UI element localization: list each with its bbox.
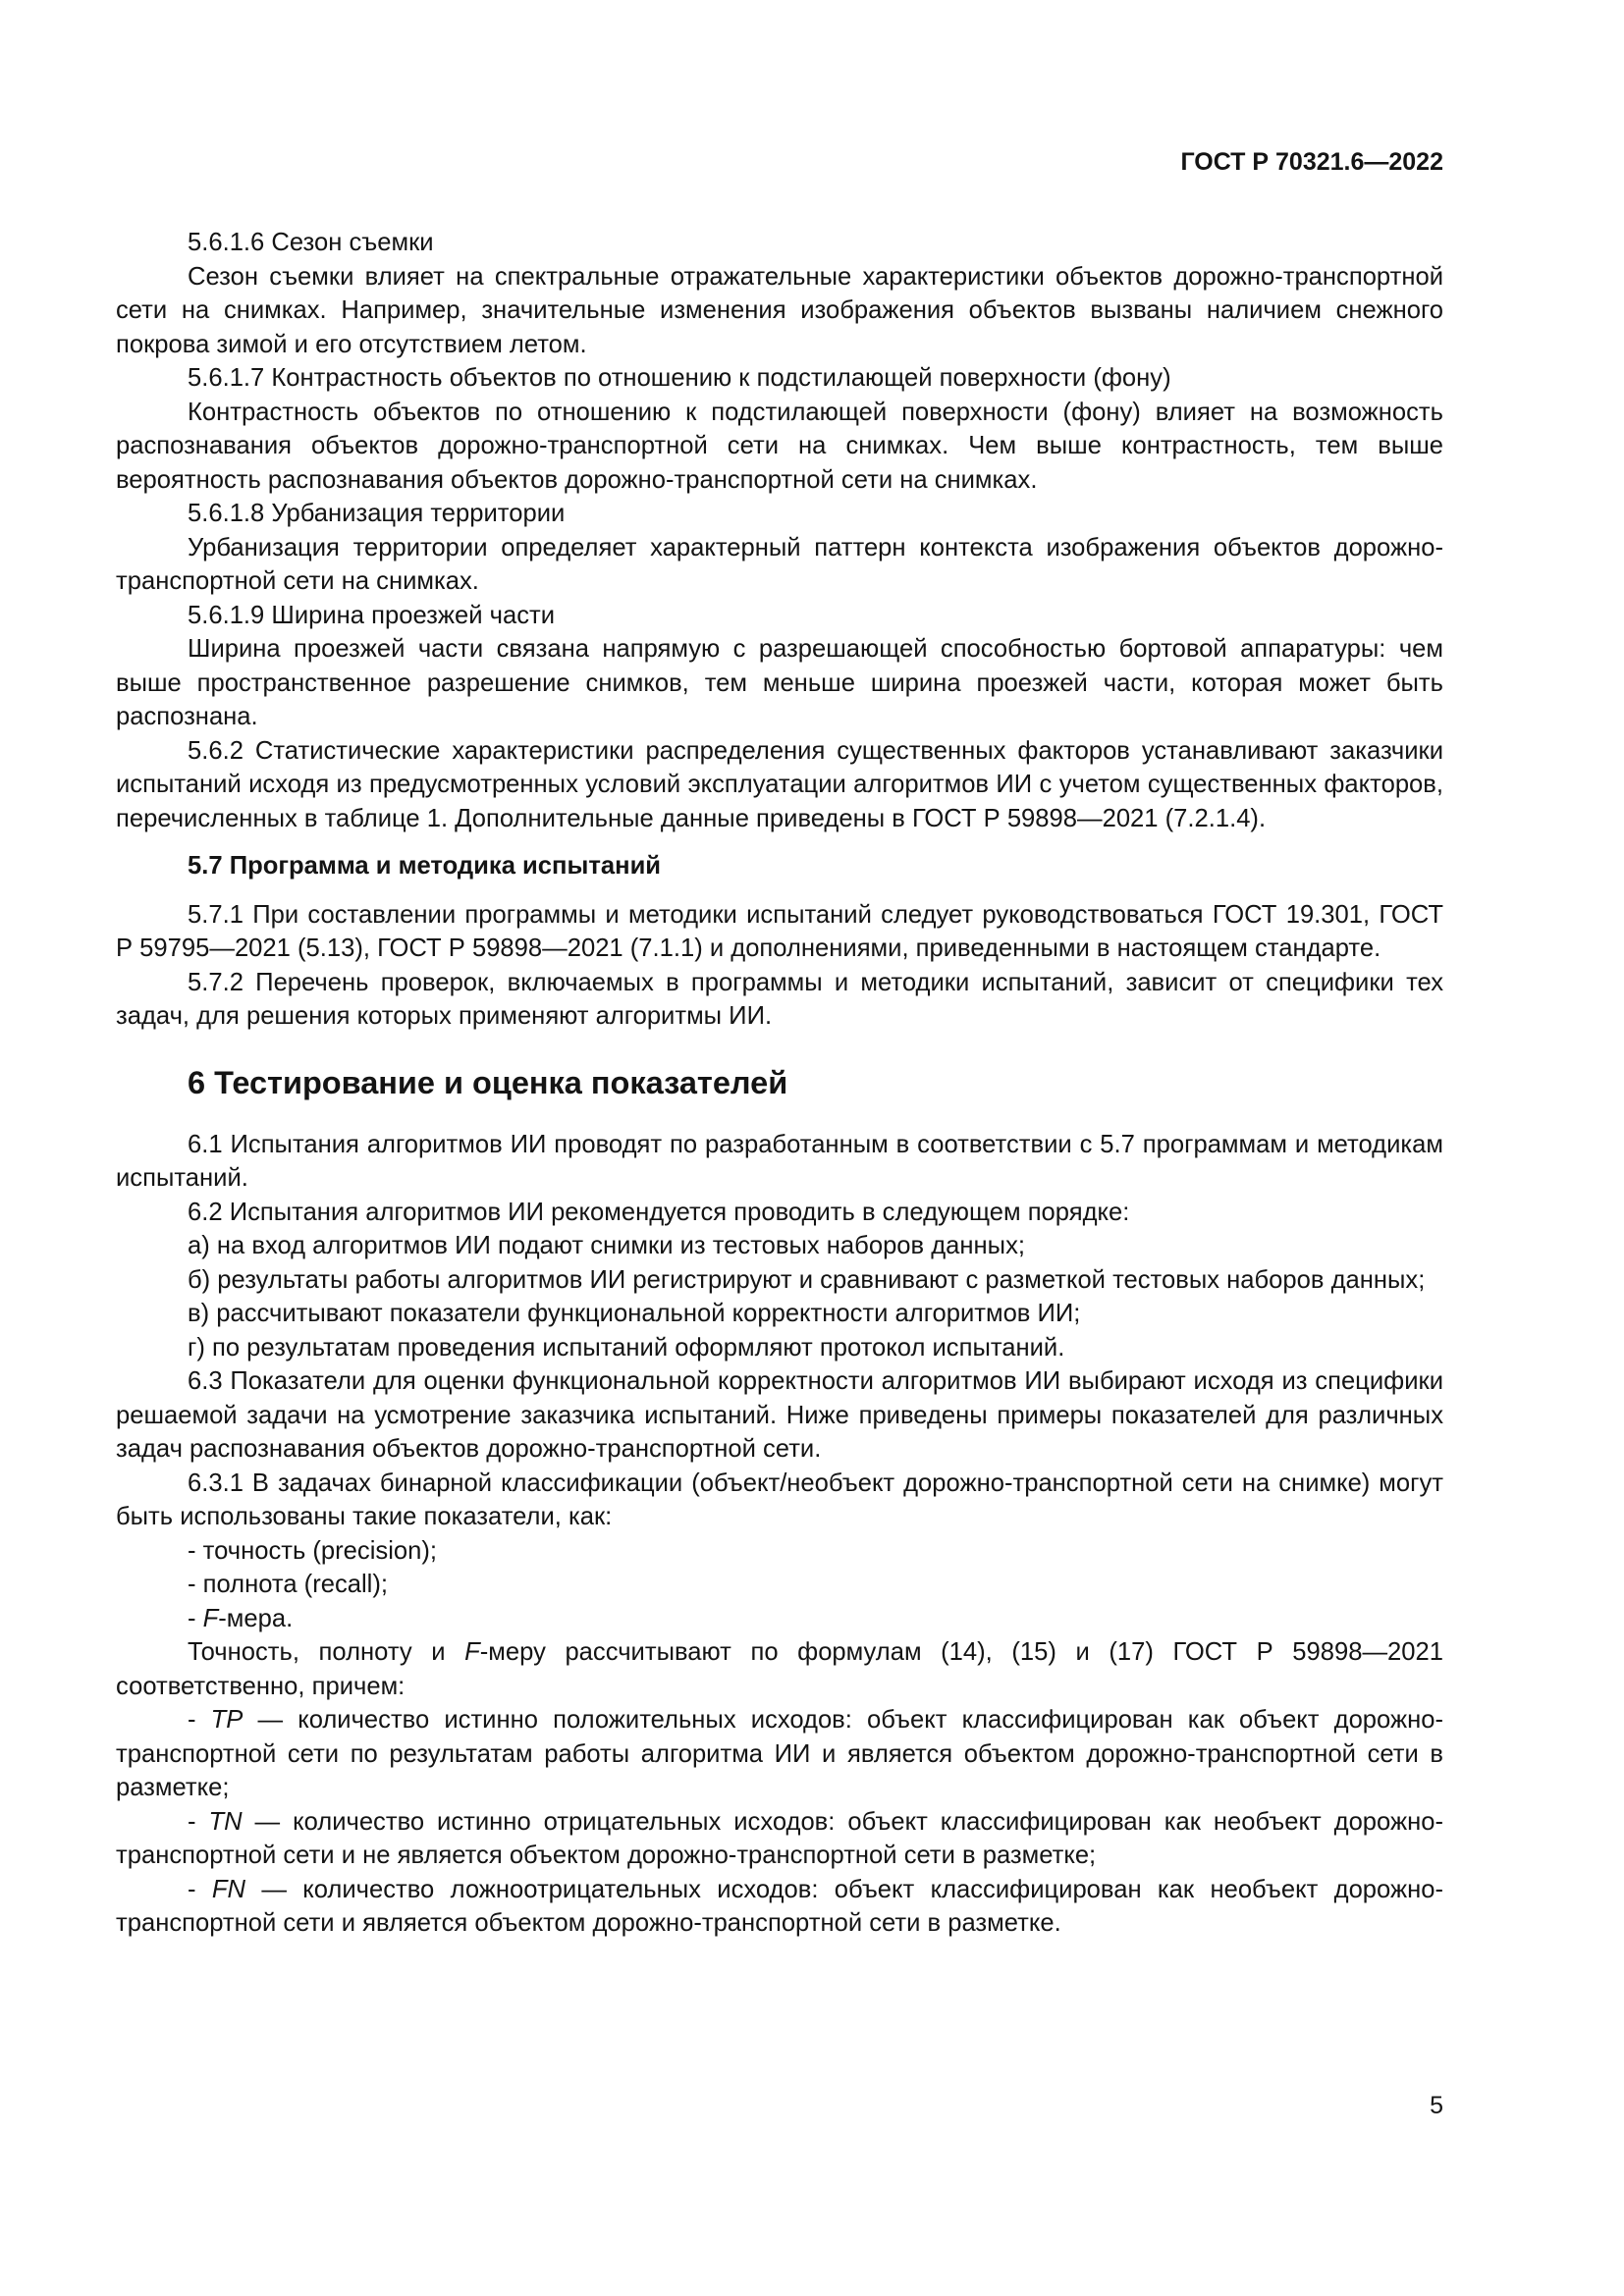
paragraph: 5.7.1 При составлении программы и методики испытаний следует руководствоваться ГОСТ 19.301, ГОСТ Р 59795—2021 (5.13), ГОСТ Р 59898—2021 (7.1.1) и дополнениями, приведенными в настоящем стандарте. <box>116 900 1443 962</box>
section-heading: 6 Тестирование и оценка показателей <box>188 1064 788 1100</box>
paragraph: 5.6.1.7 Контрастность объектов по отношению к подстилающей поверхности (фону) <box>188 364 1171 392</box>
list-item: - TN — количество истинно отрицательных исходов: объект классифицирован как необъект дорожно-транспортной сети и не является объектом дорожно-транспортной сети в разметке; <box>116 1807 1444 1869</box>
paragraph: Точность, полноту и F-меру рассчитывают по формулам (14), (15) и (17) ГОСТ Р 59898—2021 соответственно, причем: <box>116 1638 1443 1700</box>
paragraph: Сезон съемки влияет на спектральные отражательные характеристики объектов дорожно-транспортной сети на снимках. Например, значительные изменения изображения объектов вызваны наличием снежного покрова зимой и его отсутствием летом. <box>116 262 1443 358</box>
list-item: - TP — количество истинно положительных исходов: объект классифицирован как объект дорожно-транспортной сети по результатам работы алгоритма ИИ и является объектом дорожно-транспортной сети в разметке; <box>116 1706 1443 1801</box>
list-item: - FN — количество ложноотрицательных исходов: объект классифицирован как необъект дорожно-транспортной сети и является объектом дорожно-транспортной сети в разметке. <box>116 1875 1443 1937</box>
list-item: б) результаты работы алгоритмов ИИ регистрируют и сравнивают с разметкой тестовых наборов данных; <box>188 1265 1426 1294</box>
paragraph: Контрастность объектов по отношению к подстилающей поверхности (фону) влияет на возможность распознавания объектов дорожно-транспортной сети на снимках. Чем выше контрастность, тем выше вероятность распознавания объектов дорожно-транспортной сети на снимках. <box>116 398 1443 494</box>
document-body <box>116 226 1443 1941</box>
paragraph: Ширина проезжей части связана напрямую с разрешающей способностью бортовой аппаратуры: чем выше пространственное разрешение снимков, тем меньше ширина проезжей части, которая может быть распознана. <box>116 635 1443 730</box>
paragraph: 5.6.2 Статистические характеристики распределения существенных факторов устанавливают заказчики испытаний исходя из предусмотренных условий эксплуатации алгоритмов ИИ с учетом существенных факторов, перечисленных в таблице 1. Дополнительные данные приведены в ГОСТ Р 59898—2021 (7.2.1.4). <box>116 736 1443 832</box>
paragraph: 6.1 Испытания алгоритмов ИИ проводят по разработанным в соответствии с 5.7 программам и методикам испытаний. <box>116 1130 1443 1192</box>
list-item: - полнота (recall); <box>188 1571 388 1598</box>
list-item: а) на вход алгоритмов ИИ подают снимки из тестовых наборов данных; <box>188 1232 1025 1259</box>
document-code-header: ГОСТ Р 70321.6—2022 <box>1180 148 1443 176</box>
paragraph: 5.7.2 Перечень проверок, включаемых в программы и методики испытаний, зависит от специфики тех задач, для решения которых применяют алгоритмы ИИ. <box>116 968 1443 1030</box>
paragraph: 5.6.1.9 Ширина проезжей части <box>188 601 556 629</box>
list-item: в) рассчитывают показатели функциональной корректности алгоритмов ИИ; <box>188 1300 1081 1327</box>
paragraph: 6.2 Испытания алгоритмов ИИ рекомендуется проводить в следующем порядке: <box>188 1198 1130 1226</box>
page-number: 5 <box>1430 2092 1443 2119</box>
list-item: - F-мера. <box>188 1604 294 1632</box>
paragraph: 6.3 Показатели для оценки функциональной корректности алгоритмов ИИ выбирают исходя из специфики решаемой задачи на усмотрение заказчика испытаний. Ниже приведены примеры показателей для различных задач распознавания объектов дорожно-транспортной сети. <box>116 1367 1443 1463</box>
list-item: г) по результатам проведения испытаний оформляют протокол испытаний. <box>188 1333 1065 1362</box>
paragraph: 6.3.1 В задачах бинарной классификации (объект/необъект дорожно-транспортной сети на снимке) могут быть использованы такие показатели, как: <box>116 1468 1443 1530</box>
list-item: - точность (precision); <box>188 1536 437 1565</box>
paragraph: 5.6.1.8 Урбанизация территории <box>188 500 566 527</box>
paragraph: Урбанизация территории определяет характерный паттерн контекста изображения объектов дорожно-транспортной сети на снимках. <box>116 533 1443 595</box>
paragraph: 5.6.1.6 Сезон съемки <box>188 229 434 256</box>
subsection-heading: 5.7 Программа и методика испытаний <box>188 852 662 880</box>
